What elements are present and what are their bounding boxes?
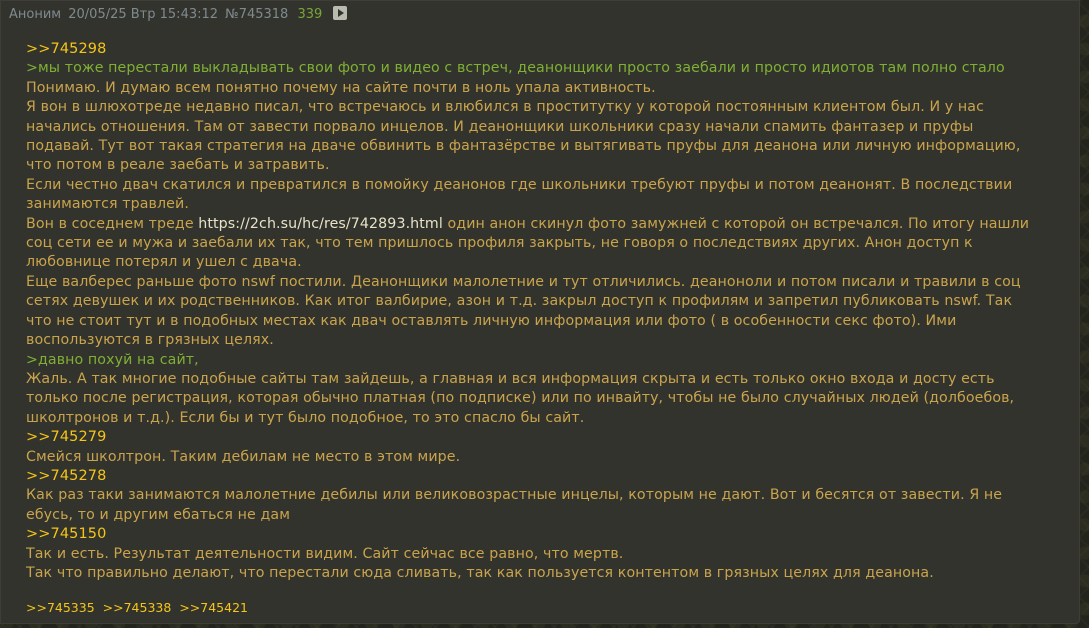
- post-text-line: Понимаю. И думаю всем понятно почему на сайте почти в ноль упала активность.: [26, 79, 656, 96]
- post-text-line: Еще валберес раньше фото nswf постили. Деанонщики малолетние и тут отличились. деаноноли и потом писали и травили в соц: [26, 273, 1021, 290]
- post-position-count: 339: [297, 7, 323, 22]
- post-text-line: подавай. Тут вот такая стратегия на дваче обвинить в фантазёрстве и вытягивать пруфы для деанона или личную информацию,: [26, 138, 1021, 155]
- post-number-link[interactable]: №745318: [225, 7, 289, 22]
- replies-list: [26, 600, 252, 616]
- post-text-line: Как раз таки занимаются малолетние дебилы или великовозрастные инцелы, которым не дают. Вот и бесятся от завести. Я не: [26, 487, 1003, 504]
- post-text-line: занимаются травлей.: [26, 196, 189, 213]
- post-text-fragment: один анон скинул фото замужней с которой он встречался. По итогу нашли: [442, 215, 1030, 232]
- post-header: [9, 6, 350, 24]
- post-text-line: Смейся школтрон. Таким дебилам не место в этом мире.: [26, 448, 461, 465]
- post-text-line: Жаль. А так многие подобные сайты там зайдешь, а главная и вся информация скрыта и есть только окно входа и досту есть: [26, 370, 995, 387]
- post-text-line: воспользуются в грязных целях.: [26, 332, 274, 349]
- reply-link-745150[interactable]: >>745150: [26, 526, 107, 543]
- backlink-745421[interactable]: >>745421: [179, 600, 248, 615]
- post-text-line: что не стоит тут и в подобных местах как двач оставлять личную информация или фото ( в особенности секс фото). Ими: [26, 312, 957, 329]
- post-text-line: соц сети ее и мужа и заебали их так, что тем пришлось профиля закрыть, не говоря о последствиях других. Анон доступ к: [26, 235, 973, 252]
- post-text-line: Так что правильно делают, что перестали сюда сливать, так как пользуется контентом в грязных целях для деанона.: [26, 564, 934, 581]
- thread-url-link[interactable]: https://2ch.su/hc/res/742893.html: [198, 215, 443, 232]
- post-text-fragment: Вон в соседнем треде: [26, 215, 199, 232]
- post-text-line: ебусь, то и другим ебаться не дам: [26, 506, 291, 523]
- backlink-745338[interactable]: >>745338: [102, 600, 172, 615]
- post-text-line: Я вон в шлюхотреде недавно писал, что встречаюсь и влюбился в проститутку у которой постоянным клиентом был. И у нас: [26, 99, 984, 116]
- post-text-line: начались отношения. Там от завести порвало инцелов. И деанонщики школьники сразу начали спамить фантазер и пруфы: [26, 118, 974, 135]
- post-author: Аноним: [9, 7, 62, 22]
- greentext-quote: >мы тоже перестали выкладывать свои фото и видео с встреч, деанонщики просто заебали и просто идиотов там полно стало: [26, 60, 1005, 77]
- post-body: [26, 40, 1066, 583]
- post-text-line: сетях девушек и их родственников. Как итог валбирие, азон и т.д. закрыл доступ к профилям и запретил публиковать nswf. Так: [26, 293, 1013, 310]
- reply-link-745279[interactable]: >>745279: [26, 429, 107, 446]
- post-text-line: что потом в реале заебать и затравить.: [26, 157, 330, 174]
- post-datetime: 20/05/25 Втр 15:43:12: [68, 7, 219, 22]
- backlink-745335[interactable]: >>745335: [26, 600, 95, 615]
- reply-link-745278[interactable]: >>745278: [26, 467, 107, 484]
- post-text-line: Если честно двач скатился и превратился в помойку деанонов где школьники требуют пруфы и потом деанонят. В последствии: [26, 176, 1013, 193]
- play-icon[interactable]: [333, 6, 347, 20]
- post-text-line: только после регистрация, которая обычно платная (по подписке) или по инвайту, чтобы не было случайных людей (долбоебов,: [26, 390, 1015, 407]
- post-text-line: Так и есть. Результат деятельности видим. Сайт сейчас все равно, что мертв.: [26, 545, 624, 562]
- post-text-line: [26, 215, 1066, 234]
- greentext-quote: >давно похуй на сайт,: [26, 351, 199, 368]
- post-text-line: любовнице потерял и ушел с двача.: [26, 254, 302, 271]
- post-text-line: школтронов и т.д.). Если бы и тут было подобное, то это спасло бы сайт.: [26, 409, 585, 426]
- reply-link-745298[interactable]: >>745298: [26, 41, 107, 57]
